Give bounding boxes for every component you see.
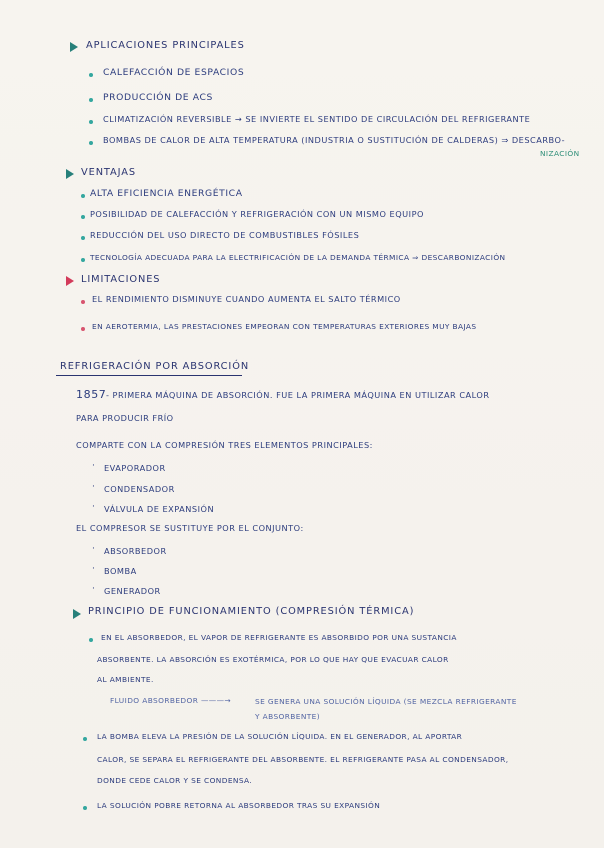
item-valvula: VÁLVULA DE EXPANSIÓN	[104, 504, 215, 514]
item-generador: GENERADOR	[104, 586, 161, 596]
text-p1b: ABSORBENTE. LA ABSORCIÓN ES EXOTÉRMICA, POR LO QUE HAY QUE EVACUAR CALOR	[97, 655, 449, 664]
dash-bullet: ·	[92, 502, 95, 512]
text-fluido-b: SE GENERA UNA SOLUCIÓN LÍQUIDA (SE MEZCLA REFRIGERANTE	[255, 697, 517, 706]
item-climatizacion: CLIMATIZACIÓN REVERSIBLE → SE INVIERTE EL SENTIDO DE CIRCULACIÓN DEL REFRIGERANTE	[103, 114, 531, 124]
heading-ventajas: VENTAJAS	[81, 167, 136, 178]
item-calefaccion: CALEFACCIÓN DE ESPACIOS	[103, 67, 245, 78]
triangle-bullet-icon	[70, 42, 78, 52]
text-p1c: AL AMBIENTE.	[97, 675, 154, 684]
section-title-refrigeracion: REFRIGERACIÓN POR ABSORCIÓN	[60, 361, 250, 372]
text-fluido: FLUIDO ABSORBEDOR ———→	[110, 696, 231, 705]
item-evaporador: EVAPORADOR	[104, 463, 166, 473]
title-underline	[56, 375, 242, 376]
bullet-dot-icon	[89, 120, 93, 124]
dash-bullet: ·	[92, 544, 95, 554]
bullet-dot-icon	[81, 300, 85, 304]
triangle-bullet-icon	[73, 609, 81, 619]
dash-bullet: ·	[92, 482, 95, 492]
dash-bullet: ·	[92, 564, 95, 574]
item-alta: ALTA EFICIENCIA ENERGÉTICA	[90, 188, 243, 199]
bullet-dot-icon	[81, 327, 85, 331]
item-produccion: PRODUCCIÓN DE ACS	[103, 92, 213, 103]
heading-limitaciones: LIMITACIONES	[81, 274, 161, 285]
text-compresor: EL COMPRESOR SE SUSTITUYE POR EL CONJUNTO:	[76, 523, 304, 533]
text-fluido-c: Y ABSORBENTE)	[255, 712, 321, 721]
text-p2c: DONDE CEDE CALOR Y SE CONDENSA.	[97, 776, 253, 785]
bullet-dot-icon	[81, 194, 85, 198]
bullet-dot-icon	[83, 806, 87, 810]
text-para: PARA PRODUCIR FRÍO	[76, 413, 174, 423]
triangle-bullet-icon	[66, 276, 74, 286]
triangle-bullet-icon	[66, 169, 74, 179]
item-condensador: CONDENSADOR	[104, 484, 175, 494]
bullet-dot-icon	[89, 638, 93, 642]
year-1857: 1857	[76, 388, 107, 401]
text-p2a: LA BOMBA ELEVA LA PRESIÓN DE LA SOLUCIÓN LÍQUIDA. EN EL GENERADOR, AL APORTAR	[97, 732, 463, 741]
text-p3: LA SOLUCIÓN POBRE RETORNA AL ABSORBEDOR TRAS SU EXPANSIÓN	[97, 801, 381, 810]
text-p2b: CALOR, SE SEPARA EL REFRIGERANTE DEL ABSORBENTE. EL REFRIGERANTE PASA AL CONDENSADOR,	[97, 755, 509, 764]
bullet-dot-icon	[81, 236, 85, 240]
bullet-dot-icon	[81, 215, 85, 219]
heading-principio: PRINCIPIO DE FUNCIONAMIENTO (COMPRESIÓN TÉRMICA)	[88, 606, 415, 617]
item-absorbedor: ABSORBEDOR	[104, 546, 167, 556]
item-posibilidad: POSIBILIDAD DE CALEFACCIÓN Y REFRIGERACIÓN CON UN MISMO EQUIPO	[90, 209, 424, 219]
item-aerotermia: EN AEROTERMIA, LAS PRESTACIONES EMPEORAN CON TEMPERATURAS EXTERIORES MUY BAJAS	[92, 322, 477, 331]
bullet-dot-icon	[89, 98, 93, 102]
item-bomba: BOMBA	[104, 566, 137, 576]
item-tecnologia: TECNOLOGÍA ADECUADA PARA LA ELECTRIFICACIÓN DE LA DEMANDA TÉRMICA ⇒ DESCARBONIZACIÓN	[90, 253, 506, 262]
text-primera: - PRIMERA MÁQUINA DE ABSORCIÓN. FUE LA PRIMERA MÁQUINA EN UTILIZAR CALOR	[106, 390, 490, 400]
dash-bullet: ·	[92, 584, 95, 594]
bullet-dot-icon	[89, 73, 93, 77]
heading-aplicaciones: APLICACIONES PRINCIPALES	[86, 40, 245, 51]
dash-bullet: ·	[92, 461, 95, 471]
item-bombas: BOMBAS DE CALOR DE ALTA TEMPERATURA (INDUSTRIA O SUSTITUCIÓN DE CALDERAS) ⇒ DESCARBO-	[103, 135, 566, 145]
bullet-dot-icon	[83, 737, 87, 741]
item-rendimiento: EL RENDIMIENTO DISMINUYE CUANDO AUMENTA EL SALTO TÉRMICO	[92, 294, 401, 304]
bullet-dot-icon	[89, 141, 93, 145]
item-bombas-cont: NIZACIÓN	[540, 149, 580, 158]
item-reduccion: REDUCCIÓN DEL USO DIRECTO DE COMBUSTIBLES FÓSILES	[90, 230, 360, 240]
bullet-dot-icon	[81, 258, 85, 262]
text-p1a: EN EL ABSORBEDOR, EL VAPOR DE REFRIGERANTE ES ABSORBIDO POR UNA SUSTANCIA	[101, 633, 457, 642]
text-comparte: COMPARTE CON LA COMPRESIÓN TRES ELEMENTOS PRINCIPALES:	[76, 440, 373, 450]
